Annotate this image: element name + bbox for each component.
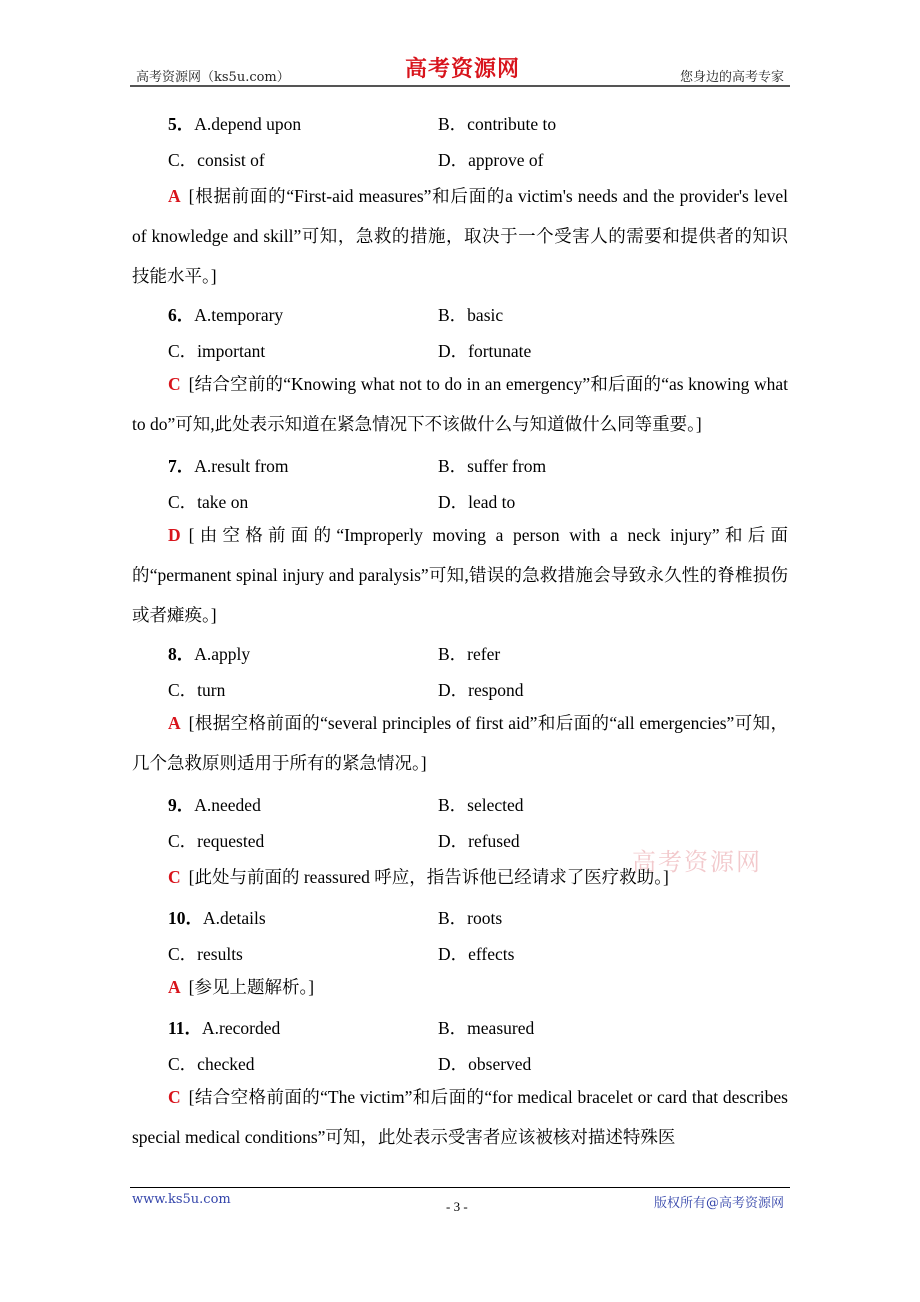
- option-a: A.needed: [194, 795, 261, 815]
- option-d: D．effects: [438, 944, 515, 964]
- answer-key: A: [168, 713, 181, 733]
- option-c: C．important: [168, 341, 266, 361]
- answer-key: D: [168, 525, 181, 545]
- footer-copyright: 版权所有@高考资源网: [653, 1196, 784, 1211]
- option-row-ab: [168, 114, 301, 134]
- option-c: C．consist of: [168, 150, 265, 170]
- option-c: C．checked: [168, 1054, 255, 1074]
- header-site-name: 高考资源网（ks5u.com）: [136, 70, 290, 85]
- option-d: D．refused: [438, 831, 520, 851]
- answer-explanation: [132, 967, 788, 1007]
- question-number: 10．: [168, 908, 203, 928]
- option-d: D．fortunate: [438, 341, 532, 361]
- explanation-text: [此处与前面的 reassured 呼应，指告诉他已经请求了医疗救助。]: [188, 867, 669, 887]
- answer-explanation: [132, 515, 788, 635]
- option-c: C．take on: [168, 492, 249, 512]
- option-b: B．selected: [438, 795, 524, 815]
- option-d: D．observed: [438, 1054, 532, 1074]
- option-c: C．turn: [168, 680, 226, 700]
- header-logo: 高考资源网: [405, 56, 521, 82]
- question-number: 11．: [168, 1018, 203, 1038]
- answer-explanation: [132, 703, 788, 783]
- option-d: D．lead to: [438, 492, 516, 512]
- option-row-ab: [168, 795, 261, 815]
- option-row-ab: [168, 1018, 280, 1038]
- watermark: 高考资源网: [632, 848, 762, 876]
- answer-key: C: [168, 867, 181, 887]
- option-c: C．requested: [168, 831, 265, 851]
- option-row-ab: [168, 456, 289, 476]
- option-a: A.result from: [194, 456, 289, 476]
- option-a: A.details: [203, 908, 266, 928]
- explanation-text: [根据空格前面的“several principles of first aid”和后面的“all emergencies”可知，几个急救原则适用于所有的紧急情况。]: [132, 713, 788, 773]
- option-b: B．suffer from: [438, 456, 547, 476]
- explanation-text: [根据前面的“First-aid measures”和后面的a victim's needs and the provider's level of knowledge and skill”可知，急救的措施，取决于一个受害人的需要和提供者的知识技能水平。]: [132, 186, 788, 286]
- answer-explanation: [132, 176, 788, 296]
- answer-explanation: [132, 364, 788, 444]
- answer-key: A: [168, 977, 181, 997]
- option-row-ab: [168, 305, 283, 325]
- answer-explanation: [132, 1077, 788, 1157]
- question-number: 8．: [168, 644, 195, 664]
- answer-key: A: [168, 186, 181, 206]
- option-b: B．roots: [438, 908, 503, 928]
- question-number: 9．: [168, 795, 195, 815]
- question-number: 6．: [168, 305, 195, 325]
- header-divider: [130, 85, 790, 87]
- option-a: A.temporary: [194, 305, 284, 325]
- question-number: 5．: [168, 114, 195, 134]
- option-b: B．contribute to: [438, 114, 557, 134]
- option-b: B．refer: [438, 644, 501, 664]
- footer-url[interactable]: www.ks5u.com: [132, 1192, 231, 1207]
- option-row-ab: [168, 644, 250, 664]
- question-number: 7．: [168, 456, 195, 476]
- header-slogan: 您身边的高考专家: [679, 70, 784, 85]
- explanation-text: [参见上题解析。]: [188, 977, 315, 997]
- option-b: B．measured: [438, 1018, 535, 1038]
- option-c: C．results: [168, 944, 243, 964]
- option-d: D．respond: [438, 680, 524, 700]
- option-a: A.apply: [194, 644, 251, 664]
- explanation-text: [结合空前的“Knowing what not to do in an emergency”和后面的“as knowing what to do”可知,此处表示知道在紧急情况下不该做什么与知道做什么同等重要。]: [132, 374, 788, 434]
- explanation-text: [由空格前面的“Improperly moving a person with a neck injury”和后面的“permanent spinal injury and paralysis”可知,错误的急救措施会导致永久性的脊椎损伤或者瘫痪。]: [132, 525, 788, 625]
- answer-key: C: [168, 1087, 181, 1107]
- page-number: - 3 -: [446, 1199, 468, 1214]
- option-d: D．approve of: [438, 150, 544, 170]
- explanation-text: [结合空格前面的“The victim”和后面的“for medical bracelet or card that describes special medical conditions”可知，此处表示受害者应该被核对描述特殊医: [132, 1087, 788, 1147]
- option-a: A.depend upon: [194, 114, 302, 134]
- answer-key: C: [168, 374, 181, 394]
- option-row-ab: [168, 908, 266, 928]
- option-a: A.recorded: [202, 1018, 281, 1038]
- footer-divider: [130, 1187, 790, 1188]
- option-b: B．basic: [438, 305, 504, 325]
